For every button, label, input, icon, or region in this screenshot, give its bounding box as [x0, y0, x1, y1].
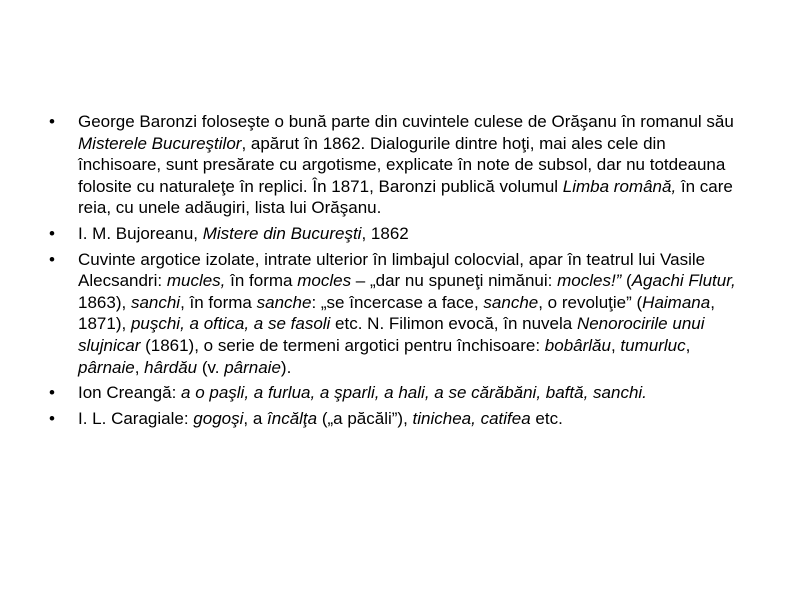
italic-text: pârnaie: [224, 357, 281, 377]
text-segment: etc. N. Filimon evocă, în nuvela: [330, 314, 577, 334]
text-segment: Cuvinte argotice izolate, intrate ulterior în limbajul colocvial, apar în teatrul lui Vasile Alecsandri:: [78, 249, 706, 291]
text-segment: Ion Creangă:: [78, 383, 182, 403]
text-segment: ,: [610, 335, 621, 355]
text-segment: etc.: [530, 408, 563, 428]
bullet-text: [78, 224, 409, 243]
text-segment: I. L. Caragiale:: [78, 408, 194, 428]
italic-text: sanche: [483, 292, 539, 312]
bullet-marker: •: [49, 223, 55, 243]
text-segment: în forma: [225, 271, 298, 291]
italic-text: mucles,: [166, 271, 226, 291]
bullet-marker: •: [49, 249, 55, 269]
bullet-marker: •: [49, 383, 55, 403]
text-segment: (: [621, 271, 632, 291]
bullet-marker: •: [49, 112, 55, 131]
bullet-item: [40, 111, 740, 219]
bullet-text: [78, 250, 736, 377]
text-segment: – „dar nu spuneţi nimănui:: [351, 271, 558, 291]
text-segment: („a păcăli”),: [317, 408, 413, 428]
bullet-item: [40, 249, 740, 379]
italic-text: Nenorocirile unui slujnicar: [78, 314, 705, 355]
italic-text: Mistere din Bucureşti: [202, 223, 362, 243]
italic-text: Haimana: [642, 292, 711, 312]
italic-text: pârnaie: [78, 357, 135, 377]
text-segment: : „se încercase a face,: [311, 292, 484, 312]
bullet-item: [40, 382, 740, 404]
italic-text: puşchi, a oftica, a se fasoli: [130, 314, 331, 334]
text-segment: (v.: [197, 357, 225, 377]
italic-text: Agachi Flutur,: [631, 271, 736, 291]
text-segment: ,: [685, 335, 691, 355]
italic-text: Misterele Bucureştilor: [78, 133, 242, 153]
text-segment: , apărut în 1862. Dialogurile dintre hoţi, mai ales cele din închisoare, sunt presărate cu argotisme, explicate în note de subsol, dar nu totdeauna folosite cu naturaleţe în replici. În 1871, Baronzi publică volumul: [78, 133, 726, 196]
bullet-text: [78, 383, 647, 402]
italic-text: bobârlău: [544, 335, 611, 355]
text-segment: , în forma: [180, 292, 257, 312]
text-segment: George Baronzi foloseşte o bună parte din cuvintele culese de Orăşanu în romanul său: [78, 112, 734, 131]
bullet-text: [78, 112, 734, 217]
italic-text: tinichea, catifea: [412, 408, 531, 428]
text-segment: ,: [134, 357, 145, 377]
bullet-item: [40, 223, 740, 245]
text-segment: , o revoluţie” (: [538, 292, 643, 312]
text-segment: în care reia, cu unele adăugiri, lista lui Orăşanu.: [78, 176, 733, 218]
italic-text: a o paşli, a furlua, a şparli, a hali, a se cărăbăni, baftă, sanchi.: [181, 383, 647, 403]
text-segment: , 1871),: [78, 292, 715, 334]
text-segment: ).: [280, 357, 292, 377]
italic-text: Limba română,: [562, 176, 677, 196]
italic-text: sanche: [256, 292, 312, 312]
bullet-marker: •: [49, 408, 55, 428]
italic-text: hârdău: [144, 357, 198, 377]
bullet-list: [40, 111, 740, 433]
italic-text: mocles: [297, 271, 352, 291]
text-segment: , a: [243, 408, 268, 428]
italic-text: gogoşi: [193, 408, 244, 428]
italic-text: tumurluc: [620, 335, 686, 355]
bullet-item: [40, 408, 740, 430]
text-segment: 1863),: [78, 292, 131, 312]
text-segment: I. M. Bujoreanu,: [78, 223, 203, 243]
bullet-text: [78, 409, 563, 428]
italic-text: mocles!”: [557, 271, 622, 291]
text-segment: , 1862: [361, 223, 409, 243]
text-segment: (1861), o serie de termeni argotici pentru închisoare:: [140, 335, 545, 355]
italic-text: încălţa: [267, 408, 318, 428]
italic-text: sanchi: [130, 292, 181, 312]
